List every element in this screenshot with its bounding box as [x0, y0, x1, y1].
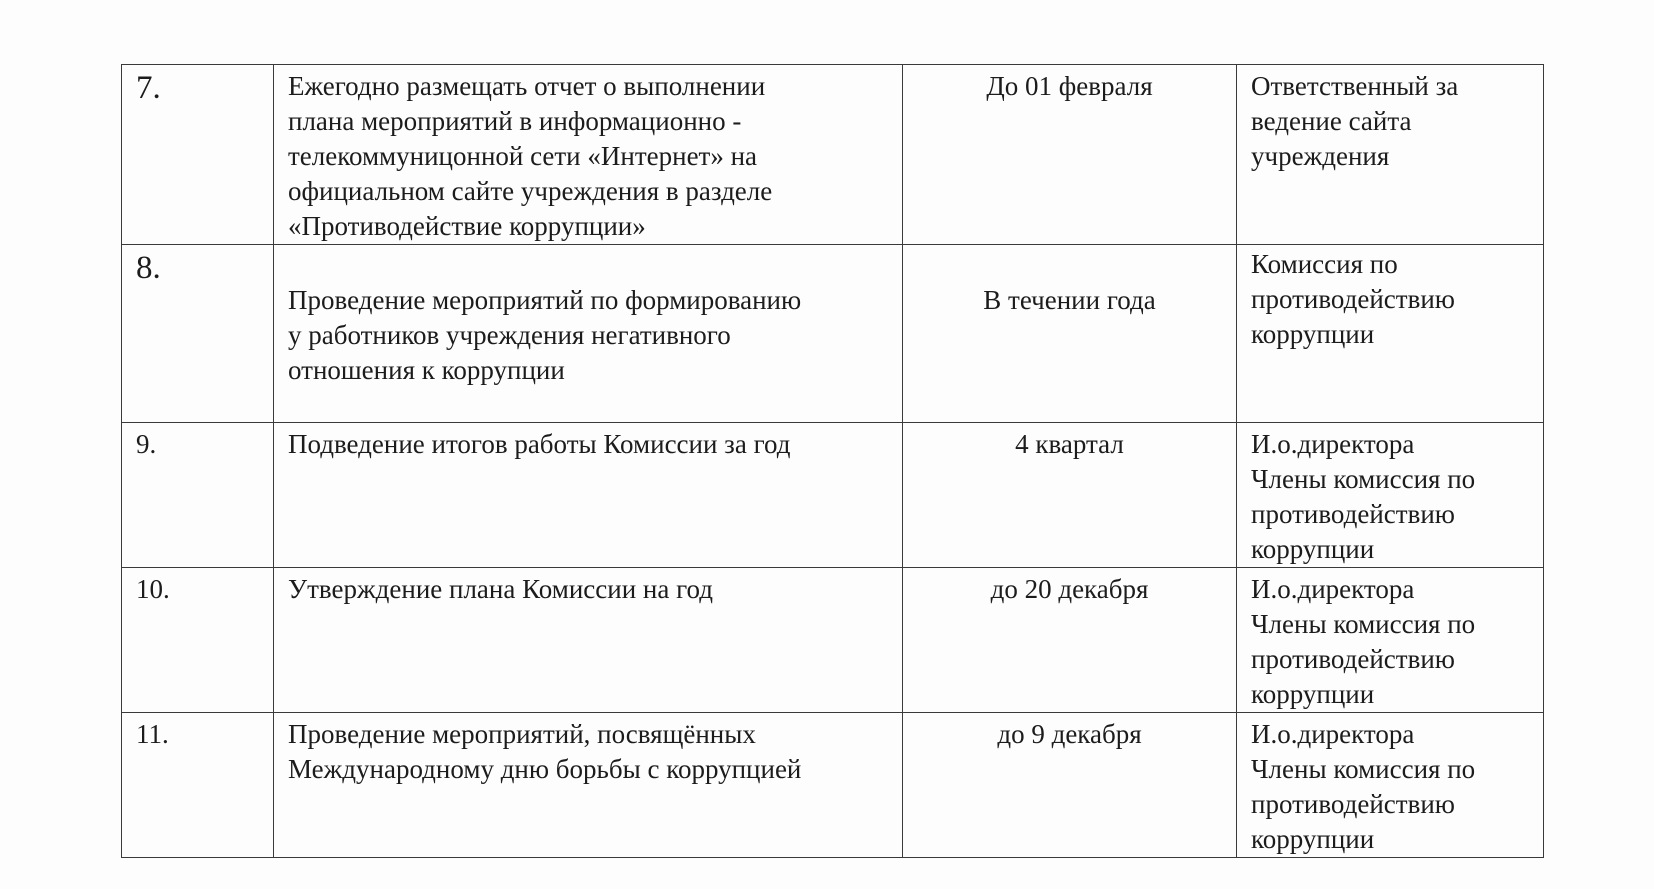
responsible-line: И.о.директора — [1251, 719, 1415, 749]
plan-table — [121, 64, 1544, 858]
activity-line: «Противодействие коррупции» — [288, 211, 646, 241]
activity-line: Ежегодно размещать отчет о выполнении — [288, 71, 766, 101]
responsible-line: коррупции — [1251, 534, 1375, 564]
responsible-line: коррупции — [1251, 679, 1375, 709]
responsible-cell — [1237, 423, 1544, 568]
responsible-line: противодействию — [1251, 284, 1455, 314]
activity-line: Утверждение плана Комиссии на год — [288, 574, 713, 604]
responsible-line: противодействию — [1251, 499, 1455, 529]
activity-cell — [274, 568, 903, 713]
deadline-cell: до 9 декабря — [903, 713, 1237, 858]
responsible-line: Члены комиссия по — [1251, 464, 1476, 494]
deadline-cell: 4 квартал — [903, 423, 1237, 568]
table-row — [122, 423, 1544, 568]
activity-line: телекоммуницонной сети «Интернет» на — [288, 141, 758, 171]
deadline-cell: В течении года — [903, 245, 1237, 423]
activity-line: Проведение мероприятий, посвящённых — [288, 719, 756, 749]
activity-line: официальном сайте учреждения в разделе — [288, 176, 773, 206]
deadline-cell: До 01 февраля — [903, 65, 1237, 245]
responsible-cell — [1237, 65, 1544, 245]
responsible-line: Члены комиссия по — [1251, 754, 1476, 784]
deadline-cell: до 20 декабря — [903, 568, 1237, 713]
responsible-line: Члены комиссия по — [1251, 609, 1476, 639]
row-number: 8. — [122, 245, 274, 423]
table-row — [122, 713, 1544, 858]
responsible-line: Комиссия по — [1251, 249, 1398, 279]
responsible-line: ведение сайта — [1251, 106, 1412, 136]
activity-cell — [274, 713, 903, 858]
responsible-cell — [1237, 713, 1544, 858]
row-number: 10. — [122, 568, 274, 713]
row-number: 7. — [122, 65, 274, 245]
activity-line: плана мероприятий в информационно - — [288, 106, 742, 136]
responsible-line: коррупции — [1251, 319, 1375, 349]
responsible-line: И.о.директора — [1251, 429, 1415, 459]
row-number: 9. — [122, 423, 274, 568]
responsible-line: учреждения — [1251, 141, 1390, 171]
activity-line: Проведение мероприятий по формированию — [288, 285, 802, 315]
activity-cell — [274, 423, 903, 568]
responsible-line: противодействию — [1251, 789, 1455, 819]
responsible-cell — [1237, 568, 1544, 713]
table-row — [122, 245, 1544, 423]
activity-line: у работников учреждения негативного — [288, 320, 731, 350]
activity-line: Подведение итогов работы Комиссии за год — [288, 429, 791, 459]
activity-line: Международному дню борьбы с коррупцией — [288, 754, 802, 784]
responsible-cell — [1237, 245, 1544, 423]
row-number: 11. — [122, 713, 274, 858]
responsible-line: противодействию — [1251, 644, 1455, 674]
responsible-line: Ответственный за — [1251, 71, 1459, 101]
table-row — [122, 65, 1544, 245]
responsible-line: коррупции — [1251, 824, 1375, 854]
activity-cell — [274, 245, 903, 423]
activity-line: отношения к коррупции — [288, 355, 565, 385]
activity-cell — [274, 65, 903, 245]
responsible-line: И.о.директора — [1251, 574, 1415, 604]
table-row — [122, 568, 1544, 713]
